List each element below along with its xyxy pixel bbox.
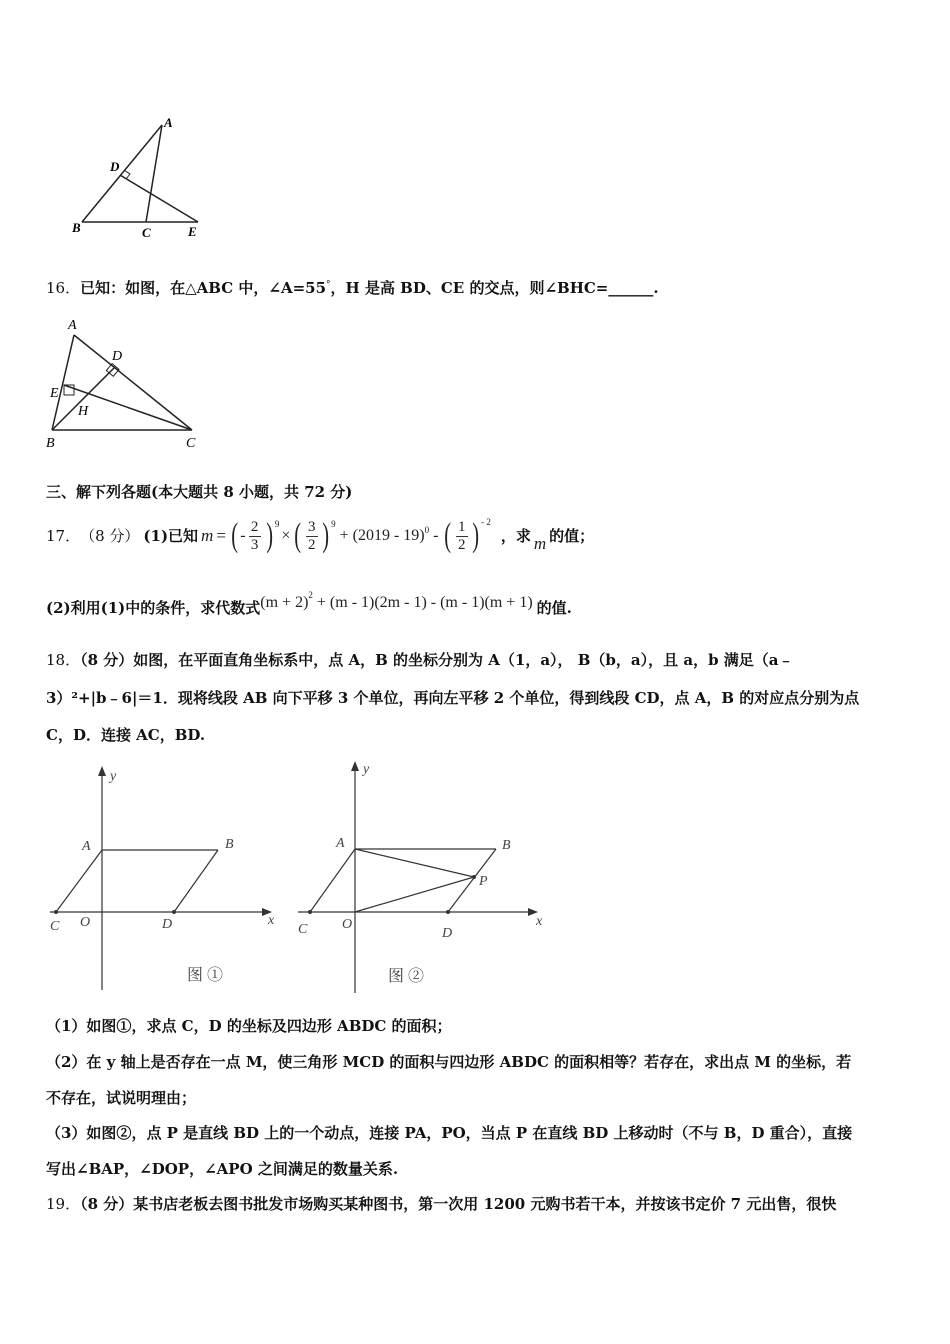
segment-ac: [146, 125, 162, 222]
y-axis-arrow: [98, 766, 106, 776]
paren-close-2: ): [322, 517, 329, 554]
point-c: [54, 910, 58, 914]
segment-bd: [448, 849, 496, 912]
point-p: [472, 875, 476, 879]
q18-sub-1: （1）如图①，求点 C，D 的坐标及四边形 ABDC 的面积；: [46, 1017, 452, 1035]
label-c: C: [50, 919, 60, 934]
label-d: D: [110, 159, 120, 174]
exp-0: 0: [424, 525, 430, 535]
f2-denominator: 2: [308, 536, 316, 553]
f1-numerator: 2: [250, 518, 259, 535]
label-y: y: [110, 769, 117, 784]
label-c: C: [186, 436, 196, 451]
q18-sub-2-line-2: 不存在，试说明理由；: [46, 1089, 197, 1107]
label-y: y: [363, 762, 370, 777]
q17-times: ×: [281, 527, 291, 544]
label-o: O: [342, 917, 353, 932]
paren-open-1: (: [231, 517, 238, 554]
fraction-2: [306, 519, 318, 554]
q16-number: 16．: [46, 279, 81, 297]
fraction-1: [249, 519, 261, 554]
q17-number: 17．: [46, 527, 81, 545]
q18-sub-3-line-2: 写出∠BAP，∠DOP，∠APO 之间满足的数量关系.: [46, 1160, 399, 1178]
q17-p2-label: (2)利用(1)中的条件，求代数式: [46, 599, 261, 617]
q18-number: 18．: [46, 651, 81, 669]
label-d: D: [442, 926, 453, 941]
q17-ask: ，求: [500, 527, 531, 545]
label-d: D: [112, 349, 123, 364]
point-d: [446, 910, 450, 914]
label-x: x: [536, 914, 543, 929]
label-a: A: [68, 318, 77, 333]
altitude-bd: [52, 367, 115, 430]
label-d: D: [162, 917, 173, 932]
question-17-part-1: [46, 508, 594, 564]
label-e: E: [50, 386, 59, 401]
label-b: B: [502, 838, 511, 853]
label-a: A: [164, 115, 173, 130]
q17-eq: =: [216, 526, 226, 545]
q16-degree: °: [326, 280, 331, 290]
q19-text: （8 分）某书店老板去图书批发市场购买某种图书，第一次用 1200 元购书若干本，并按该书定价 7 元出售，很快: [80, 1195, 837, 1213]
label-b: B: [72, 220, 81, 235]
q17-minus: -: [240, 527, 246, 544]
question-16: [46, 275, 659, 298]
segment-bd: [174, 850, 218, 912]
segment-ac: [74, 335, 192, 430]
label-o: O: [80, 915, 91, 930]
label-a: A: [82, 839, 91, 854]
figure-1-caption: 图 ①: [187, 967, 224, 984]
q18-sub-3-line-1: （3）如图②，点 P 是直线 BD 上的一个动点，连接 PA，PO，当点 P 在直线 BD 上移动时（不与 B，D 重合），直接: [46, 1124, 853, 1142]
label-e: E: [188, 224, 197, 239]
label-h: H: [78, 404, 89, 419]
paren-open-2: (: [294, 517, 302, 554]
figure-q16: [42, 315, 212, 455]
q18-line-1-text: （8 分）如图，在平面直角坐标系中，点 A，B 的坐标分别为 A（1，a）， B（b，a），且 a，b 满足（a﹣: [80, 651, 794, 669]
figure-2-caption: 图 ②: [388, 968, 425, 985]
q17-m-var: m: [201, 526, 214, 545]
q17-p2-expr-a: (m + 2): [260, 594, 309, 611]
question-19: [46, 1194, 836, 1214]
paren-close-3: ): [472, 517, 479, 554]
q18-sub-2-line-1: （2）在 y 轴上是否存在一点 M，使三角形 MCD 的面积与四边形 ABDC 的面积相等？若存在，求出点 M 的坐标，若: [46, 1053, 852, 1071]
q17-minus-2: -: [433, 527, 439, 544]
q17-p1-label: (1)已知: [143, 527, 199, 545]
label-a: A: [336, 836, 345, 851]
segment-ac: [310, 849, 355, 912]
figure-q15: [40, 115, 220, 245]
label-p: P: [479, 874, 488, 889]
question-18-line-1: [46, 650, 794, 670]
segment-ba: [82, 125, 162, 222]
y-axis-arrow: [351, 761, 359, 771]
f1-denominator: 3: [250, 536, 259, 553]
q19-number: 19．: [46, 1195, 81, 1213]
question-18-line-3: C，D．连接 AC，BD.: [46, 726, 206, 744]
question-18-line-2: 3）²+|b﹣6|＝1．现将线段 AB 向下平移 3 个单位，再向左平移 2 个单位，得到线段 CD，点 A，B 的对应点分别为点: [46, 689, 860, 707]
q17-ask-var: m: [533, 534, 547, 553]
q17-p2-exp2: 2: [308, 590, 313, 600]
q16-text-a: 已知：如图，在△ABC 中，∠A=55: [80, 279, 327, 297]
figure-q18-1: [40, 760, 290, 1000]
label-b: B: [46, 436, 55, 451]
f3-numerator: 1: [458, 518, 466, 535]
q16-blank[interactable]: ______: [608, 279, 654, 297]
point-c: [308, 910, 312, 914]
q17-paren-expr: (2019 - 19): [352, 527, 425, 544]
exp-9b: 9: [331, 519, 336, 529]
f3-denominator: 2: [458, 536, 466, 553]
q16-text-b: ，H 是高 BD、CE 的交点，则∠BHC=: [330, 279, 609, 297]
q17-plus: +: [339, 527, 349, 544]
paren-open-3: (: [444, 517, 452, 554]
section-3-heading: 三、解下列各题(本大题共 8 小题，共 72 分): [46, 483, 353, 501]
fraction-3: [456, 519, 468, 554]
exp-9a: 9: [274, 519, 280, 529]
segment-op: [355, 877, 474, 912]
segment-ac: [56, 850, 102, 912]
figure-q18-2: [290, 755, 560, 1000]
label-x: x: [268, 913, 275, 928]
q17-p2-expr-b: + (m - 1)(2m - 1) - (m - 1)(m + 1): [316, 594, 533, 611]
question-17-part-2: [46, 590, 572, 622]
exp-minus-2: - 2: [481, 517, 491, 527]
q16-end: .: [653, 279, 659, 297]
label-c: C: [298, 922, 308, 937]
label-c: C: [142, 225, 151, 240]
q17-score: （8 分）: [80, 527, 140, 545]
point-d: [172, 910, 176, 914]
segment-ap: [355, 849, 474, 877]
label-b: B: [225, 837, 234, 852]
f2-numerator: 3: [308, 518, 316, 535]
segment-de: [120, 175, 198, 222]
q17-p2-end: 的值.: [536, 599, 572, 617]
q17-ask-end: 的值；: [549, 527, 595, 545]
paren-close-1: ): [265, 517, 273, 554]
segment-ab: [52, 335, 74, 430]
